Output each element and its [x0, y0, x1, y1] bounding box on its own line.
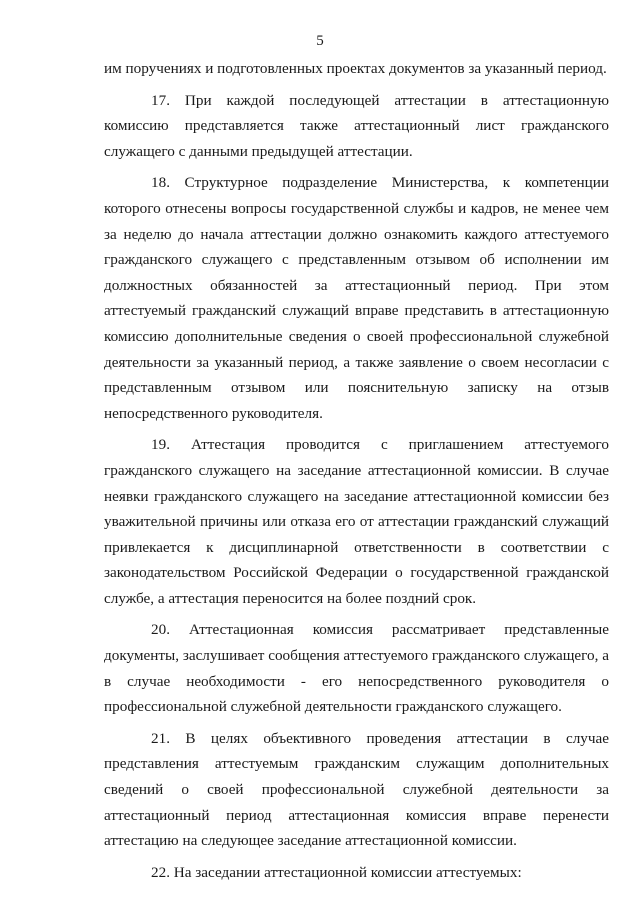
paragraph-16-continuation: им поручениях и подготовленных проектах документов за указанный период.	[104, 60, 607, 77]
paragraph-22: 22. На заседании аттестационной комиссии аттестуемых:	[151, 863, 522, 881]
paragraph-19: 19. Аттестация проводится с приглашением аттестуемого гражданского служащего на заседание аттестационной комиссии. В случае неявки гражданского служащего на заседание аттестационной комиссии без уважительной причины или отказа его от аттестации гражданский служащий привлекается к дисциплинарной ответственности в соответствии с законодательством Российской Федерации о государственной гражданской службе, а аттестация переносится на более поздний срок.	[104, 436, 609, 607]
page-number: 5	[316, 33, 324, 49]
paragraph-20: 20. Аттестационная комиссия рассматривает представленные документы, заслушивает сообщения аттестуемого гражданского служащего, а в случае необходимости - его непосредственного руководителя о профессиональной служебной деятельности гражданского служащего.	[104, 621, 609, 716]
paragraph-21: 21. В целях объективного проведения аттестации в случае представления аттестуемым гражданским служащим дополнительных сведений о своей профессиональной служебной деятельности за аттестационный период аттестационная комиссия вправе перенести аттестацию на следующее заседание аттестационной комиссии.	[104, 729, 609, 850]
paragraph-17: 17. При каждой последующей аттестации в аттестационную комиссию представляется также аттестационный лист гражданского служащего с данными предыдущей аттестации.	[104, 91, 609, 160]
document-body	[104, 56, 609, 885]
paragraph-18: 18. Структурное подразделение Министерства, к компетенции которого отнесены вопросы государственной службы и кадров, не менее чем за неделю до начала аттестации должно ознакомить каждого аттестуемого гражданского служащего с представленным отзывом об исполнении им должностных обязанностей за аттестационный период. При этом аттестуемый гражданский служащий вправе представить в аттестационную комиссию дополнительные сведения о своей профессиональной служебной деятельности за указанный период, а также заявление о своем несогласии с представленным отзывом или пояснительную записку на отзыв непосредственного руководителя.	[104, 174, 609, 422]
